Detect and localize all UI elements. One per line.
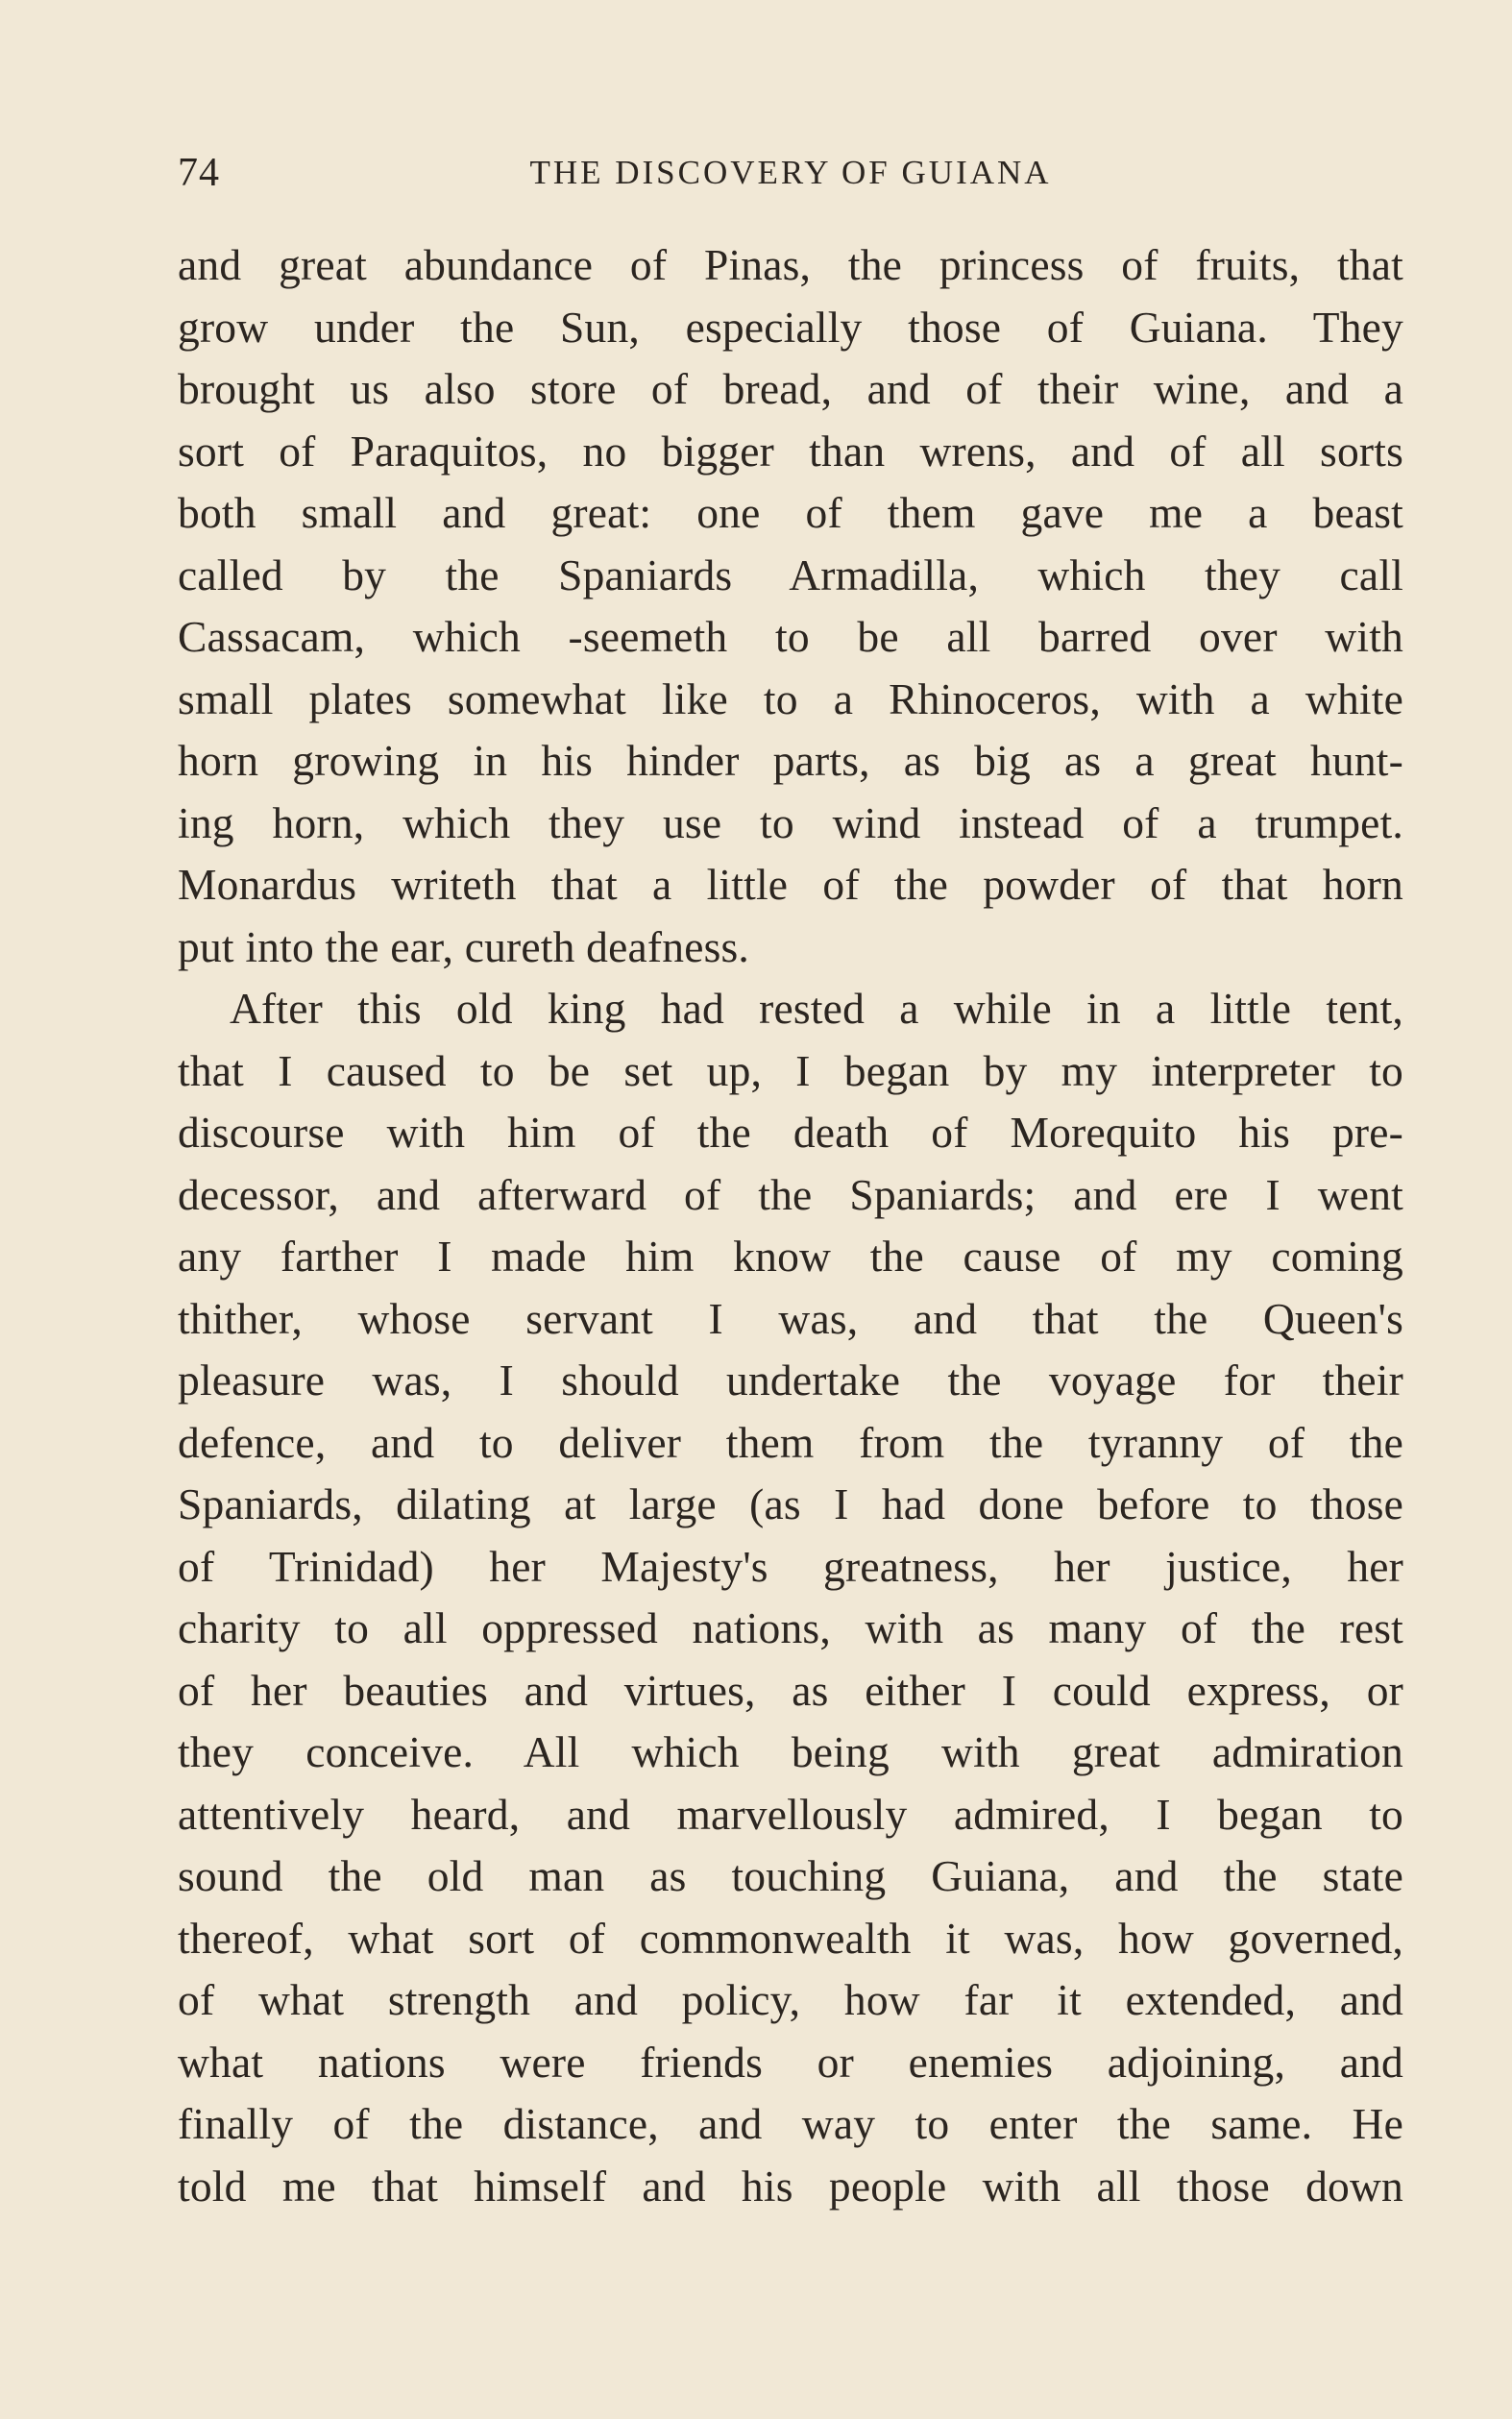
text-line: horn growing in his hinder parts, as big as a great hunt- [178, 736, 1403, 785]
text-line: and great abundance of Pinas, the princess of fruits, that [178, 240, 1403, 289]
text-line: what nations were friends or enemies adjoining, and [178, 2037, 1403, 2087]
text-line: brought us also store of bread, and of their wine, and a [178, 364, 1403, 413]
text-line: of Trinidad) her Majesty's greatness, her justice, her [178, 1541, 1403, 1591]
text-line: defence, and to deliver them from the tyranny of the [178, 1417, 1403, 1467]
text-line: decessor, and afterward of the Spaniards; and ere I went [178, 1169, 1403, 1219]
text-line: small plates somewhat like to a Rhinoceros, with a white [178, 673, 1403, 723]
text-line: Spaniards, dilating at large (as I had done before to those [178, 1479, 1403, 1528]
text-line: that I caused to be set up, I began by my interpreter to [178, 1045, 1403, 1095]
text-line: sound the old man as touching Guiana, and the state [178, 1851, 1403, 1900]
page-number: 74 [178, 151, 220, 195]
text-line: finally of the distance, and way to enter the same. He [178, 2099, 1403, 2148]
text-line: told me that himself and his people with all those down [178, 2161, 1403, 2211]
text-line: sort of Paraquitos, no bigger than wrens, and of all sorts [178, 426, 1403, 476]
running-title: THE DISCOVERY OF GUIANA [529, 154, 1052, 191]
text-line: Cassacam, which -seemeth to be all barred over with [178, 612, 1403, 661]
text-line: pleasure was, I should undertake the voyage for their [178, 1356, 1403, 1405]
text-line: they conceive. All which being with great admiration [178, 1727, 1403, 1776]
text-line: ing horn, which they use to wind instead of a trumpet. [178, 797, 1403, 847]
text-line: thither, whose servant I was, and that the Queen's [178, 1293, 1403, 1343]
paragraph-1 [178, 234, 1403, 978]
text-line: both small and great: one of them gave me a beast [178, 488, 1403, 537]
text-line: thereof, what sort of commonwealth it was, how governed, [178, 1913, 1403, 1963]
running-head [178, 144, 1403, 202]
text-line: charity to all oppressed nations, with as many of the rest [178, 1603, 1403, 1652]
text-line: grow under the Sun, especially those of Guiana. They [178, 302, 1403, 352]
body-text [178, 234, 1403, 2217]
text-line: After this old king had rested a while in a little tent, [230, 984, 1403, 1033]
text-line: any farther I made him know the cause of my coming [178, 1232, 1403, 1281]
paragraph-2 [178, 978, 1403, 2217]
text-line: attentively heard, and marvellously admired, I began to [178, 1789, 1403, 1839]
text-line: called by the Spaniards Armadilla, which they call [178, 550, 1403, 599]
text-line: Monardus writeth that a little of the powder of that horn [178, 860, 1403, 909]
text-line: discourse with him of the death of Morequito his pre- [178, 1108, 1403, 1157]
text-line: of her beauties and virtues, as either I could express, or [178, 1665, 1403, 1715]
text-line: of what strength and policy, how far it extended, and [178, 1975, 1403, 2024]
text-line: put into the ear, cureth deafness. [178, 921, 749, 971]
